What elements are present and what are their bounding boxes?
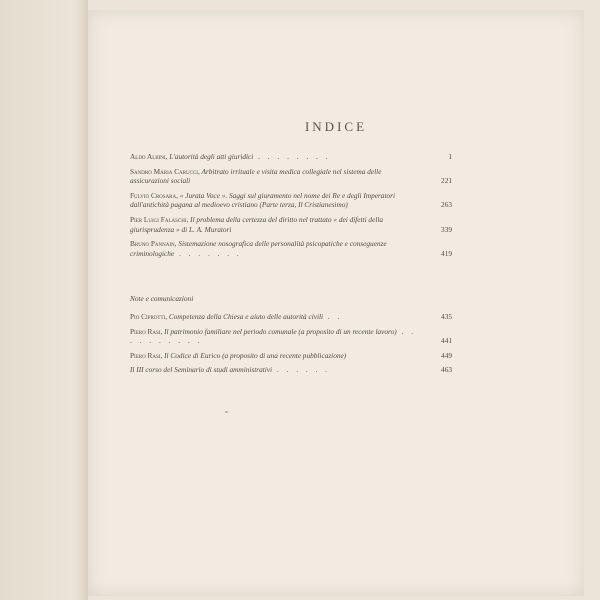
entry-author: Pio Ciprotti, bbox=[130, 312, 168, 321]
entry-title: Sistemazione nosografica delle personalità psicopatiche e conseguenze criminologiche bbox=[130, 239, 387, 258]
entry-title: Il Codice di Eurico (a proposito di una recente pubblicazione) bbox=[162, 350, 347, 360]
entry-title: « Jurata Voce ». Saggi sul giuramento nel nome dei Re e degli Imperatori dall'antichità pagana al medioevo cristiano (Parte terza, Il Cristianesimo) bbox=[130, 190, 395, 210]
index-entry bbox=[130, 365, 452, 375]
entry-author: Piero Rasi, bbox=[130, 326, 163, 336]
notes-entries bbox=[130, 312, 452, 380]
dot-leader: . . . . . . . . . . bbox=[130, 326, 417, 346]
index-entry bbox=[130, 326, 452, 346]
dot-leader: . . . . . . bbox=[272, 365, 330, 375]
index-entries bbox=[130, 152, 452, 263]
entry-author: Bruno Pannain, bbox=[130, 239, 177, 249]
entry-page-number: 463 bbox=[441, 365, 452, 375]
dot-leader: . . . . . . . bbox=[174, 248, 242, 258]
dot-leader: . . . . . . . . bbox=[253, 152, 331, 161]
entry-title: Il III corso del Seminario di studi amministrativi bbox=[130, 365, 273, 375]
entry-page-number: 221 bbox=[441, 176, 452, 186]
book-page bbox=[88, 10, 584, 596]
entry-page-number: 449 bbox=[441, 350, 452, 360]
dot-leader: . . bbox=[323, 312, 343, 321]
entry-author: Piero Rasi, bbox=[130, 350, 163, 360]
entry-title: Il patrimonio familiare nel periodo comunale (a proposito di un recente lavoro) bbox=[162, 326, 397, 336]
entry-page-number: 263 bbox=[441, 200, 452, 210]
index-entry bbox=[130, 152, 452, 162]
entry-title: Il problema della certezza del diritto nel trattato « dei difetti della giurisprudenza » di L. A. Muratori bbox=[130, 214, 384, 234]
entry-page-number: 1 bbox=[448, 152, 452, 161]
entry-author: Sandro Maria Carucci, bbox=[130, 166, 200, 176]
page-title: INDICE bbox=[304, 119, 368, 134]
index-entry bbox=[130, 214, 452, 234]
index-entry bbox=[130, 239, 452, 258]
paper-speck bbox=[225, 411, 228, 413]
index-entry bbox=[130, 312, 452, 322]
binding-spine bbox=[0, 0, 88, 600]
entry-page-number: 339 bbox=[441, 224, 452, 234]
entry-page-number: 435 bbox=[441, 312, 452, 321]
entry-author: Pier Luigi Falaschi, bbox=[130, 214, 189, 224]
entry-page-number: 419 bbox=[441, 248, 452, 258]
index-entry bbox=[130, 166, 452, 186]
entry-title: Arbitrato irrituale e visita medica collegiale nel sistema delle assicurazioni sociali bbox=[130, 166, 382, 186]
entry-author: Aldo Albini, bbox=[130, 152, 168, 161]
entry-page-number: 441 bbox=[441, 336, 452, 346]
section-heading-notes: Note e comunicazioni bbox=[130, 294, 194, 303]
entry-title: L'autorità degli atti giuridici bbox=[167, 152, 254, 161]
index-entry bbox=[130, 190, 452, 210]
entry-author: Fulvio Crosara, bbox=[130, 190, 178, 200]
entry-title: Competenza della Chiesa e aiuto delle autorità civili bbox=[167, 312, 324, 321]
index-entry bbox=[130, 350, 452, 361]
